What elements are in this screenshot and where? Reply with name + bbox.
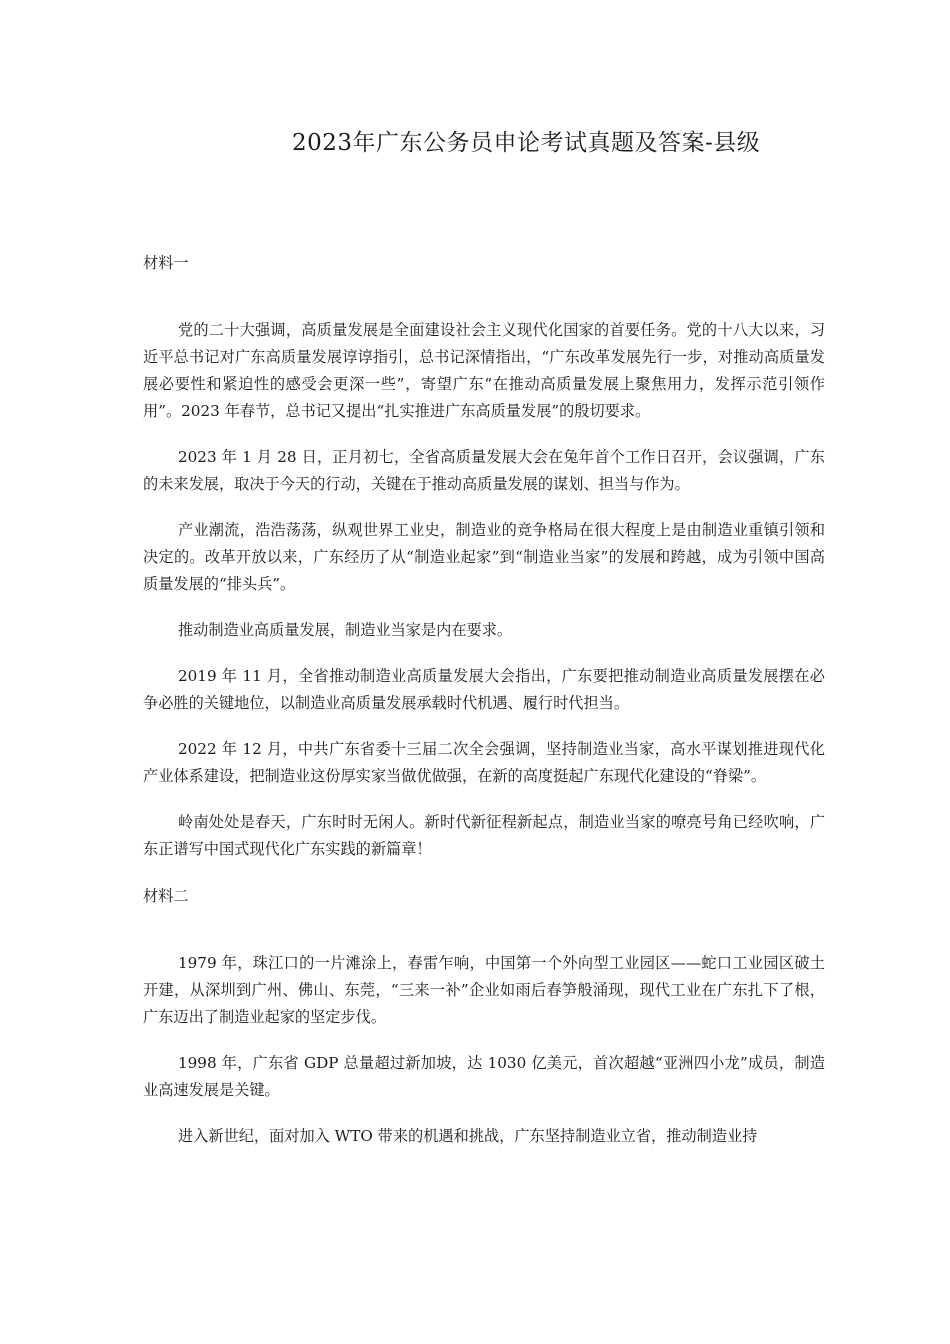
paragraph: 2023 年 1 月 28 日，正月初七，全省高质量发展大会在兔年首个工作日召开，会议强调，广东的未来发展，取决于今天的行动，关键在于推动高质量发展的谋划、担当与作为。	[143, 448, 825, 493]
paragraph: 1998 年，广东省 GDP 总量超过新加坡，达 1030 亿美元，首次超越“亚洲四小龙”成员，制造业高速发展是关键。	[143, 1054, 825, 1099]
paragraph: 进入新世纪，面对加入 WTO 带来的机遇和挑战，广东坚持制造业立省，推动制造业持	[177, 1127, 758, 1145]
paragraph: 推动制造业高质量发展，制造业当家是内在要求。	[177, 621, 513, 639]
paragraph: 党的二十大强调，高质量发展是全面建设社会主义现代化国家的首要任务。党的十八大以来，习近平总书记对广东高质量发展谆谆指引，总书记深情指出，“广东改革发展先行一步，对推动高质量发展必要性和紧迫性的感受会更深一些”，寄望广东“在推动高质量发展上聚焦用力，发挥示范引领作用”。2023 年春节，总书记又提出“扎实推进广东高质量发展”的殷切要求。	[143, 321, 825, 420]
paragraph: 岭南处处是春天，广东时时无闲人。新时代新征程新起点，制造业当家的嘹亮号角已经吹响，广东正谱写中国式现代化广东实践的新篇章！	[143, 813, 825, 858]
paragraph: 1979 年，珠江口的一片滩涂上，春雷乍响，中国第一个外向型工业园区——蛇口工业园区破土开建，从深圳到广州、佛山、东莞，“三来一补”企业如雨后春笋般涌现，现代工业在广东扎下了根，广东迈出了制造业起家的坚定步伐。	[143, 954, 825, 1026]
paragraph: 产业潮流，浩浩荡荡，纵观世界工业史，制造业的竞争格局在很大程度上是由制造业重镇引领和决定的。改革开放以来，广东经历了从“制造业起家”到“制造业当家”的发展和跨越，成为引领中国高质量发展的“排头兵”。	[143, 521, 825, 593]
paragraph: 2022 年 12 月，中共广东省委十三届二次全会强调，坚持制造业当家，高水平谋划推进现代化产业体系建设，把制造业这份厚实家当做优做强，在新的高度挺起广东现代化建设的“脊梁”。	[143, 740, 825, 785]
document-body	[143, 250, 825, 1169]
document-title: 2023年广东公务员申论考试真题及答案-县级	[292, 130, 761, 156]
section-label: 材料二	[143, 887, 189, 905]
section-label: 材料一	[143, 254, 189, 272]
paragraph: 2019 年 11 月，全省推动制造业高质量发展大会指出，广东要把推动制造业高质量发展摆在必争必胜的关键地位，以制造业高质量发展承载时代机遇、履行时代担当。	[143, 667, 825, 712]
